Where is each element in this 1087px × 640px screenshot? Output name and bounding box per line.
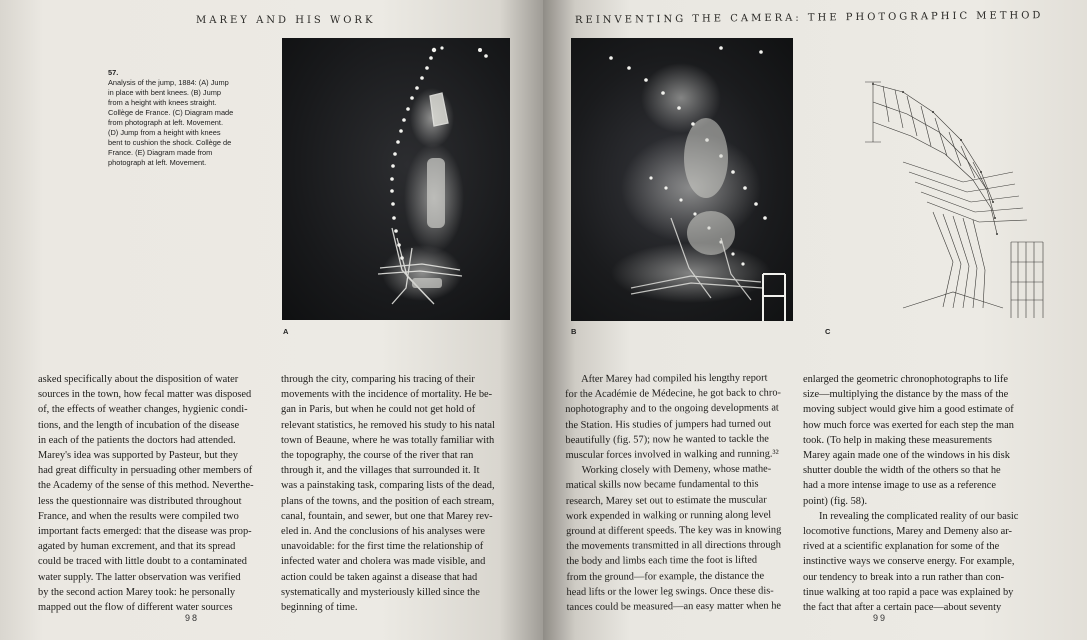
panel-label-c: C xyxy=(825,327,831,336)
text-line: muscular forces involved in walking and running.³² xyxy=(565,448,779,462)
text-line: matical skills now became fundamental to this xyxy=(565,479,759,492)
text-line: important facts emerged: that the disease was prop- xyxy=(38,526,252,538)
text-line: head lifts or the lower leg swings. Once these dis- xyxy=(566,585,774,598)
chronophotograph-a xyxy=(282,38,510,320)
panel-label-a: A xyxy=(283,327,289,336)
text-line: for the Académie de Médecine, he got back to chro- xyxy=(565,387,782,401)
text-line: town of Beaune, where he was totally familiar with xyxy=(281,434,495,446)
text-line: Marey's idea was supported by Pasteur, but they xyxy=(38,450,238,462)
text-line: the movements transmitted in all directions through xyxy=(566,539,781,553)
caption-line: Analysis of the jump, 1884: (A) Jump xyxy=(108,78,229,87)
text-line: size—multiplying the distance by the mass of the xyxy=(803,389,1009,401)
text-line: movements with the incidence of mortality. He be- xyxy=(281,389,493,401)
caption-line: France. (E) Diagram made from xyxy=(108,148,213,157)
text-line: asked specifically about the disposition of water xyxy=(38,374,239,385)
left-page xyxy=(0,0,543,640)
text-line: research, Marey set out to estimate the muscular xyxy=(565,494,767,507)
panel-label-b: B xyxy=(571,327,577,336)
text-line: had a more intense image to use as a reference xyxy=(803,480,996,492)
body-text-column-3 xyxy=(565,370,791,615)
caption-line: photograph at left. Movement. xyxy=(108,158,207,167)
text-line: After Marey had compiled his lengthy report xyxy=(581,372,768,385)
text-line: moving subject would give him a good estimate of xyxy=(803,404,1014,416)
text-line: could be traced with little doubt to a contaminated xyxy=(38,556,247,568)
text-line: by the second action Marey took: he personally xyxy=(38,586,236,598)
text-line: the Station. His studies of jumpers had turned out xyxy=(565,418,772,431)
text-line: tions, and the length of incubation of the disease xyxy=(38,419,240,431)
text-line: shutter double the width of the others so that he xyxy=(803,465,1001,477)
text-line: tances could be measured—an easy matter when he xyxy=(566,600,782,614)
text-line: the fact that after a certain pace—about seventy xyxy=(803,602,1002,614)
text-line: rived at a scientific explanation for some of the xyxy=(803,541,1000,553)
caption-line: bent to cushion the shock. Collège de xyxy=(108,138,232,147)
text-line: enlarged the geometric chronophotographs to life xyxy=(803,374,1008,385)
caption-line: in place with bent knees. (B) Jump xyxy=(108,88,221,97)
chronophotograph-b xyxy=(571,38,793,321)
text-line: had great difficulty in persuading other members of xyxy=(38,465,253,477)
text-line: locomotive functions, Marey and Demeny also ar- xyxy=(803,526,1012,538)
body-text-column-2 xyxy=(281,372,505,615)
text-line: through it, and the villages that surrounded it. It xyxy=(281,465,480,477)
jump-trace-b xyxy=(571,38,793,321)
text-line: our tendency to break into a run rather than con- xyxy=(803,571,1005,583)
text-line: gan in Paris, but when he could not get hold of xyxy=(281,404,476,416)
text-line: in each of the patients the doctors had attended. xyxy=(38,434,236,446)
caption-line: from a height with knees straight. xyxy=(108,98,217,107)
text-line: nophotography and to the ongoing developments at xyxy=(565,402,779,416)
text-line: ground at different speeds. The key was in knowing xyxy=(566,524,782,538)
text-line: the body and limbs each time the foot is lifted xyxy=(566,555,758,568)
text-line: mapped out the flow of different water sources xyxy=(38,602,233,614)
text-line: sources in the town, how fecal matter was disposed xyxy=(38,389,252,401)
text-line: infected water and cholera was made visible, and xyxy=(281,556,486,568)
caption-line: (D) Jump from a height with knees xyxy=(108,128,221,137)
right-page xyxy=(543,0,1087,640)
text-line: systematically and mysteriously killed since the xyxy=(281,586,480,598)
jump-trace-a xyxy=(282,38,510,320)
text-line: through the city, comparing his tracing of their xyxy=(281,374,475,385)
text-line: Working closely with Demeny, whose mathe- xyxy=(581,463,772,477)
page-number-left: 98 xyxy=(185,613,200,623)
text-line: beautifully (fig. 57); now he wanted to tackle the xyxy=(565,433,769,446)
text-line: France, and when the results were compiled two xyxy=(38,510,239,522)
text-line: instinctive ways we conserve energy. For example, xyxy=(803,556,1015,568)
text-line: was a painstaking task, comparing lists of the dead, xyxy=(281,480,495,492)
caption-line: from photograph at left. Movement. xyxy=(108,118,224,127)
caption-line: Collège de France. (C) Diagram made xyxy=(108,108,234,117)
text-line: of, the effects of weather changes, hygienic condi- xyxy=(38,404,248,416)
body-text-column-1 xyxy=(38,372,262,615)
text-line: canal, fountain, and sewer, but one that Marey rev- xyxy=(281,510,493,522)
body-text-column-4 xyxy=(803,372,1027,615)
text-line: action could be taken against a disease that had xyxy=(281,571,478,583)
running-head-right: REINVENTING THE CAMERA: THE PHOTOGRAPHIC METHOD xyxy=(574,10,1044,26)
text-line: point) (fig. 58). xyxy=(803,495,868,507)
text-line: In revealing the complicated reality of our basic xyxy=(819,510,1019,522)
text-line: beginning of time. xyxy=(281,602,358,614)
figure-number: 57. xyxy=(108,68,119,77)
text-line: the topography, the course of the river that ran xyxy=(281,450,474,462)
text-line: relevant statistics, he removed his study to his natal xyxy=(281,419,495,431)
text-line: tinue walking at too rapid a pace was explained by xyxy=(803,586,1014,598)
text-line: work expended in walking or running along level xyxy=(565,509,772,522)
jump-diagram-c xyxy=(843,62,1053,322)
text-line: took. (To help in making these measurements xyxy=(803,434,992,446)
figure-caption xyxy=(108,68,276,168)
text-line: water supply. The latter observation was verified xyxy=(38,571,241,583)
text-line: the Academy of the sense of this method. Neverthe- xyxy=(38,480,254,492)
text-line: eled in. And the conclusions of his analyses were xyxy=(281,526,486,538)
page-number-right: 99 xyxy=(873,613,888,623)
text-line: less the questionnaire was distributed throughout xyxy=(38,495,242,507)
text-line: agated by human excrement, and that its spread xyxy=(38,541,236,553)
text-line: plans of the towns, and the position of each stream, xyxy=(281,495,495,507)
text-line: Marey again made one of the windows in his disk xyxy=(803,450,1010,462)
running-head-left: MAREY AND HIS WORK xyxy=(196,15,376,26)
text-line: unavoidable: for the first time the relationship of xyxy=(281,541,484,553)
text-line: from the ground—for example, the distance the xyxy=(566,570,765,583)
diagram-c xyxy=(843,62,1053,322)
text-line: how much force was exerted for each step the man xyxy=(803,419,1014,431)
